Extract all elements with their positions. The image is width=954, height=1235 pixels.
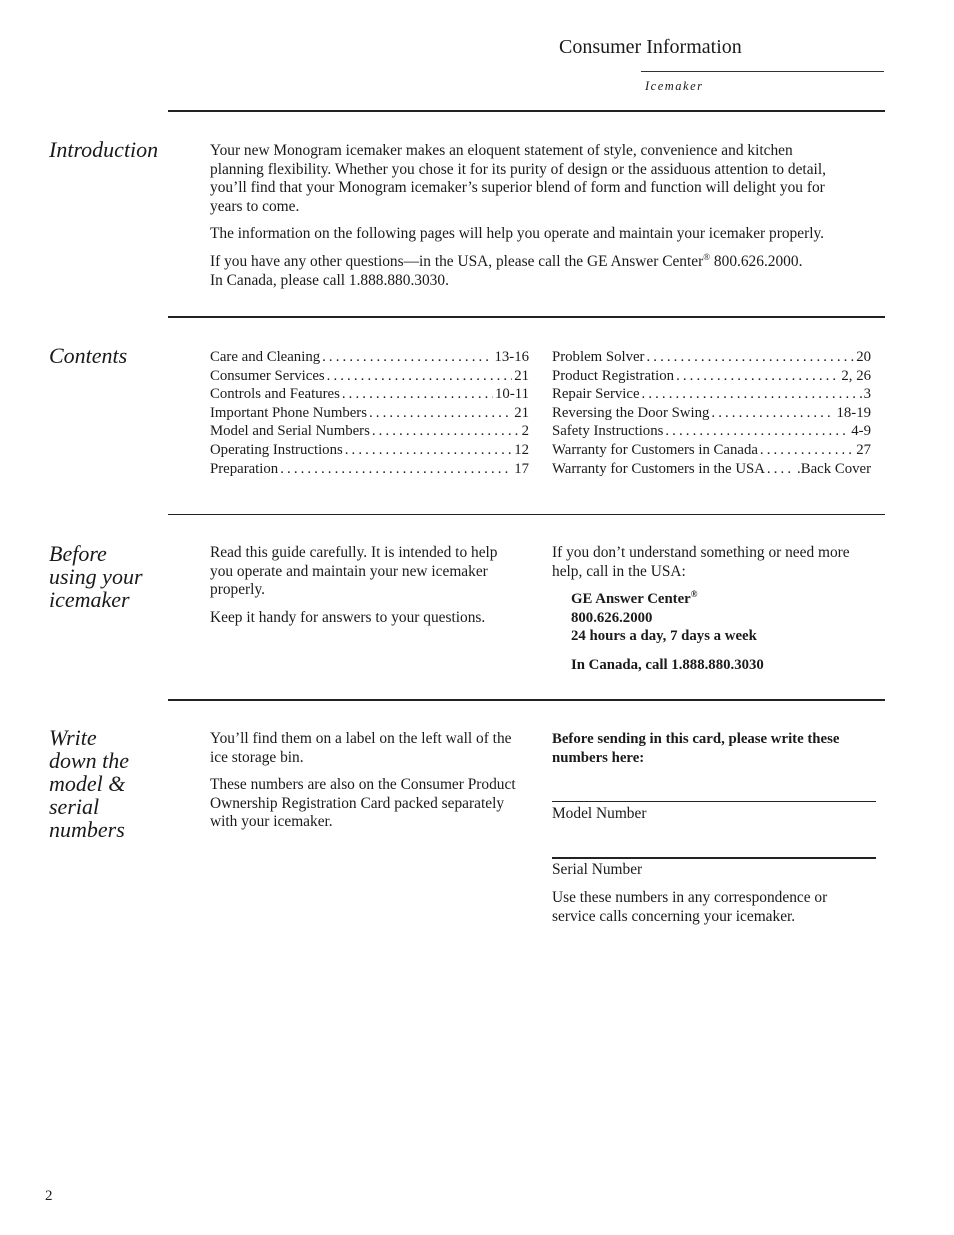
contents-entry[interactable]	[552, 422, 871, 441]
before-using-heading	[49, 542, 167, 611]
contents-entry[interactable]	[210, 441, 529, 460]
canada-phone: In Canada, call 1.888.880.3030	[571, 656, 764, 673]
leader-dots	[665, 422, 849, 441]
leader-dots	[280, 460, 512, 479]
write-instruction: Before sending in this card, please write these numbers here:	[552, 731, 840, 766]
contents-list-left	[210, 348, 529, 478]
contents-entry[interactable]	[210, 460, 529, 479]
contents-entry-label: Product Registration	[552, 367, 675, 384]
answer-center-block	[571, 590, 862, 674]
section-divider-introduction	[168, 110, 885, 112]
write-paragraph: You’ll find them on a label on the left wall of the ice storage bin.	[210, 730, 512, 766]
leader-dots	[345, 441, 512, 460]
leader-dots	[322, 348, 492, 367]
write-usage-note: Use these numbers in any correspondence or service calls concerning your icemaker.	[552, 889, 828, 925]
help-paragraph: If you don’t understand something or need more help, call in the USA:	[552, 544, 850, 580]
leader-dots	[327, 367, 513, 386]
contents-heading: Contents	[49, 343, 128, 368]
contents-entry-page: 21	[514, 404, 529, 421]
before-left-body	[210, 544, 515, 636]
before-paragraph: Keep it handy for answers to your questions.	[210, 608, 486, 626]
leader-dots	[760, 441, 854, 460]
leader-dots	[369, 404, 512, 423]
contact-canada-text: In Canada, please call 1.888.880.3030.	[210, 271, 449, 289]
heading-line: Before	[49, 541, 107, 566]
leader-dots	[711, 404, 834, 423]
page-header-title: Consumer Information	[559, 36, 742, 58]
contents-entry[interactable]	[552, 367, 871, 386]
answer-center-hours: 24 hours a day, 7 days a week	[571, 628, 757, 645]
contents-entry-label: Consumer Services	[210, 367, 325, 384]
answer-center-name: GE Answer Center	[571, 591, 691, 608]
heading-line: serial	[49, 794, 100, 819]
leader-dots	[676, 367, 839, 386]
contents-entry[interactable]	[552, 348, 871, 367]
introduction-heading: Introduction	[49, 137, 159, 162]
contents-entry-label: Problem Solver	[552, 349, 645, 365]
contents-entry-label: Model and Serial Numbers	[210, 423, 370, 440]
introduction-paragraph: Your new Monogram icemaker makes an eloquent statement of style, convenience and kitchen planning flexibility. Whether you chose it for its purity of design or the assiduous attention to detail, you’ll find that your Monogram icemaker’s superior blend of form and function will delight you for years to come.	[210, 142, 826, 215]
model-number-label: Model Number	[552, 805, 647, 822]
contents-entry-label: Reversing the Door Swing	[552, 404, 710, 421]
header-divider	[641, 71, 884, 72]
contents-entry-label: Care and Cleaning	[210, 349, 321, 365]
contents-entry[interactable]	[552, 404, 871, 423]
leader-dots	[342, 385, 493, 404]
introduction-body	[210, 142, 830, 299]
serial-number-line[interactable]	[552, 857, 876, 859]
heading-line: model &	[49, 771, 126, 796]
contact-usa-phone: 800.626.2000.	[710, 252, 803, 270]
contents-entry[interactable]	[552, 385, 871, 404]
page-header-subtitle: Icemaker	[645, 79, 704, 93]
introduction-paragraph: The information on the following pages will help you operate and maintain your icemaker properly.	[210, 225, 825, 243]
write-paragraph: These numbers are also on the Consumer Product Ownership Registration Card packed separately with your icemaker.	[210, 776, 516, 831]
contents-entry-page: 3	[863, 386, 871, 403]
contents-entry-page: 13-16	[494, 349, 529, 365]
contents-entry-page: 4-9	[851, 423, 871, 440]
heading-line: numbers	[49, 817, 125, 842]
contents-entry-page: .Back Cover	[797, 460, 871, 477]
contents-entry-label: Warranty for Customers in the USA	[552, 460, 765, 477]
section-divider-write	[168, 699, 885, 701]
leader-dots	[642, 385, 862, 404]
contents-entry-page: 10-11	[495, 386, 529, 403]
contents-entry[interactable]	[552, 460, 871, 479]
contents-entry-label: Safety Instructions	[552, 423, 664, 440]
section-divider-contents	[168, 316, 885, 318]
contents-entry-label: Repair Service	[552, 386, 640, 403]
registered-mark: ®	[690, 589, 698, 600]
serial-number-label: Serial Number	[552, 861, 643, 878]
heading-line: icemaker	[49, 587, 130, 612]
page-number: 2	[45, 1188, 53, 1204]
model-number-line[interactable]	[552, 801, 876, 802]
leader-dots	[372, 422, 520, 441]
introduction-contact-paragraph	[210, 253, 860, 290]
contents-entry-page: 21	[514, 367, 529, 384]
section-divider-before	[168, 514, 885, 515]
contents-entry-label: Preparation	[210, 460, 279, 477]
contents-entry-page: 27	[856, 441, 871, 458]
registered-mark: ®	[703, 251, 711, 262]
contents-entry[interactable]	[210, 422, 529, 441]
heading-line: Write	[49, 725, 97, 750]
leader-dots	[646, 348, 854, 367]
write-down-heading	[49, 726, 167, 841]
contact-usa-text: If you have any other questions—in the USA, please call the GE Answer Center	[210, 252, 704, 270]
contents-entry-page: 2, 26	[841, 367, 871, 384]
heading-line: down the	[49, 748, 130, 773]
contents-list-right	[552, 348, 871, 478]
leader-dots	[767, 460, 795, 479]
contents-entry[interactable]	[210, 385, 529, 404]
contents-entry-page: 2	[521, 423, 529, 440]
contents-entry-page: 17	[514, 460, 529, 477]
contents-entry-page: 20	[856, 349, 871, 365]
contents-entry-page: 12	[514, 441, 529, 458]
write-left-body	[210, 730, 528, 841]
contents-entry[interactable]	[210, 404, 529, 423]
contents-entry-label: Operating Instructions	[210, 441, 343, 458]
contents-entry-label: Important Phone Numbers	[210, 404, 367, 421]
contents-entry-label: Controls and Features	[210, 386, 340, 403]
before-paragraph: Read this guide carefully. It is intended to help you operate and maintain your new icemaker properly.	[210, 544, 498, 599]
contents-entry[interactable]	[552, 441, 871, 460]
before-right-body	[552, 544, 862, 675]
answer-center-phone: 800.626.2000	[571, 609, 653, 626]
contents-entry[interactable]	[210, 348, 529, 367]
contents-entry-page: 18-19	[836, 404, 871, 421]
contents-entry[interactable]	[210, 367, 529, 386]
heading-line: using your	[49, 564, 143, 589]
contents-entry-label: Warranty for Customers in Canada	[552, 441, 758, 458]
